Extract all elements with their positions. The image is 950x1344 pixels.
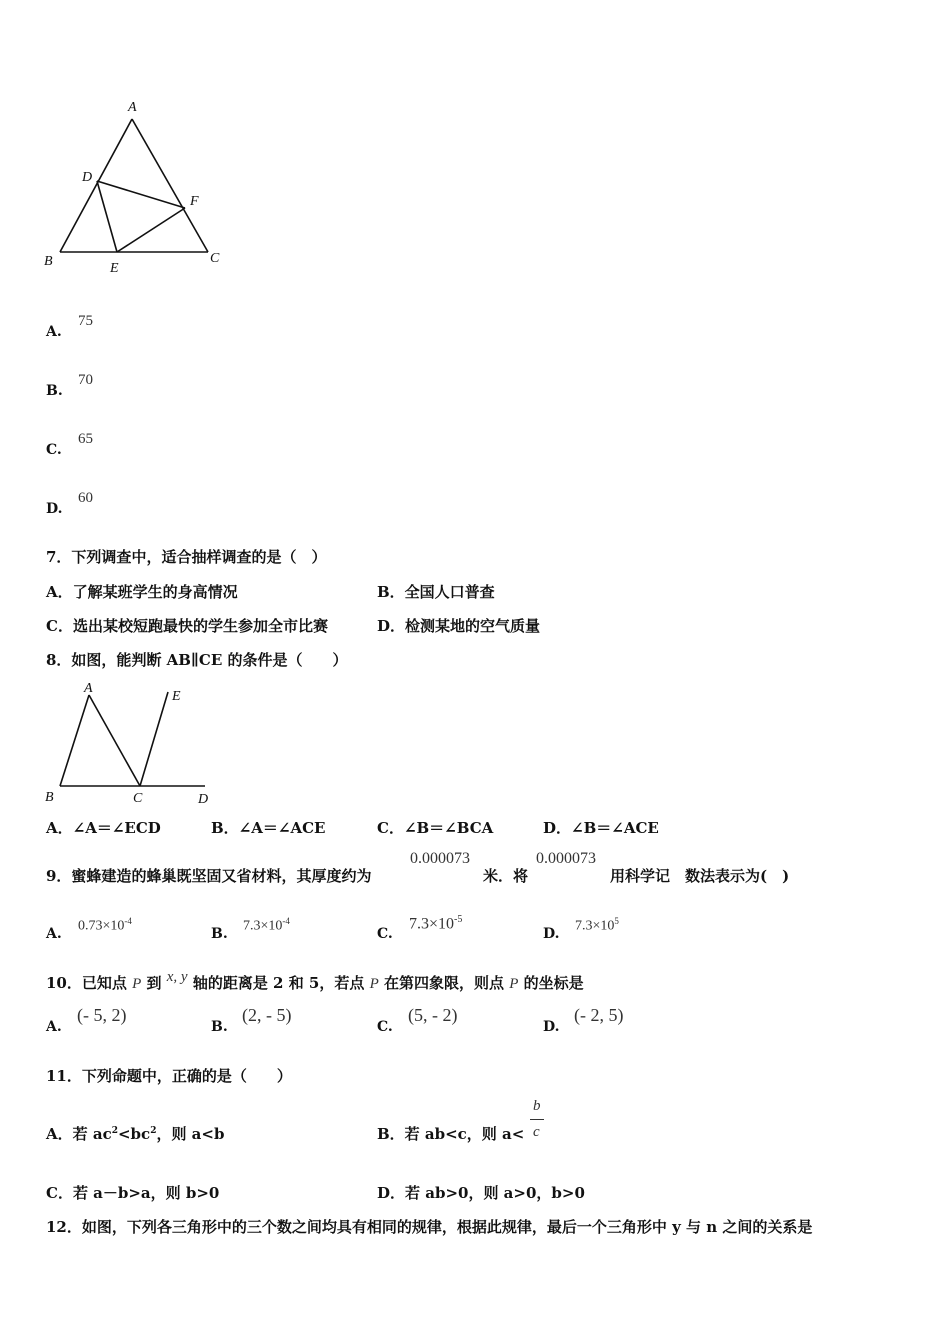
label-d: D xyxy=(198,792,209,807)
axes-var: x, y xyxy=(166,969,188,985)
option-text: A．若 ac xyxy=(46,1125,112,1143)
q9-number-1: 0.000073 xyxy=(410,850,470,867)
segment-ac xyxy=(132,119,208,252)
option-letter: D. xyxy=(543,1019,560,1035)
option-letter: A. xyxy=(46,1019,62,1035)
mantissa: 7.3×10 xyxy=(575,918,615,934)
option-text: <bc xyxy=(117,1125,151,1143)
option-value: (- 5, 2) xyxy=(77,1005,127,1025)
exponent: -5 xyxy=(454,914,463,925)
option-value xyxy=(575,916,619,935)
option-value: (- 2, 5) xyxy=(574,1005,624,1025)
q11-option-a[interactable] xyxy=(46,1123,224,1144)
option-value: (2, - 5) xyxy=(242,1005,292,1025)
segment-ce xyxy=(140,692,168,786)
q9-stem-part2: 米．将 xyxy=(483,867,529,885)
q10-stem-text-5: 的坐标是 xyxy=(523,974,584,992)
label-b: B xyxy=(45,790,54,805)
option-letter: C. xyxy=(377,1019,393,1035)
q9-number-2: 0.000073 xyxy=(536,850,596,867)
mantissa: 7.3×10 xyxy=(409,915,455,933)
point-p-var: P xyxy=(132,976,142,992)
option-value xyxy=(78,916,132,935)
segment-df xyxy=(97,181,185,208)
q7-stem: 7．下列调查中，适合抽样调查的是（ ） xyxy=(46,548,327,566)
label-a: A xyxy=(128,100,137,115)
q10-stem-text-2: 到 xyxy=(146,974,162,992)
exponent: -4 xyxy=(124,916,132,926)
q8-option-a[interactable]: A．∠A＝∠ECD xyxy=(46,819,161,837)
option-value: 60 xyxy=(78,490,93,506)
q9-stem-part3: 用科学记 数法表示为( ) xyxy=(610,867,790,885)
squared-exponent: 2 xyxy=(150,1126,157,1136)
option-letter: A. xyxy=(46,926,62,942)
q10-stem-text-3: 轴的距离是 2 和 5，若点 xyxy=(192,974,365,992)
q7-option-c[interactable]: C．选出某校短跑最快的学生参加全市比赛 xyxy=(46,617,328,635)
q12-stem: 12．如图，下列各三角形中的三个数之间均具有相同的规律，根据此规律，最后一个三角形中 y 与 n 之间的关系是 xyxy=(46,1218,813,1236)
q11-option-c[interactable]: C．若 a－b>a，则 b>0 xyxy=(46,1184,220,1202)
exponent: -4 xyxy=(282,916,290,926)
q8-stem: 8．如图，能判断 AB∥CE 的条件是（ ） xyxy=(46,651,348,669)
segment-ab xyxy=(60,695,89,786)
q8-option-c[interactable]: C．∠B＝∠BCA xyxy=(377,819,494,837)
label-e: E xyxy=(172,689,181,704)
q10-stem-text-4: 在第四象限，则点 xyxy=(384,974,505,992)
option-value xyxy=(243,916,290,935)
q8-option-d[interactable]: D．∠B＝∠ACE xyxy=(543,819,659,837)
label-e: E xyxy=(110,261,119,276)
option-value xyxy=(409,914,462,933)
option-letter: B. xyxy=(211,1019,228,1035)
option-letter: B. xyxy=(211,926,228,942)
option-value: 65 xyxy=(78,431,93,447)
point-p-var: P xyxy=(369,976,379,992)
q10-stem-text-1: 10．已知点 xyxy=(46,974,127,992)
label-b: B xyxy=(44,254,53,269)
segment-ac xyxy=(89,695,140,786)
option-value: (5, - 2) xyxy=(408,1005,458,1025)
q11-option-d[interactable]: D．若 ab>0，则 a>0，b>0 xyxy=(377,1184,585,1202)
option-text: B．若 ab<c，则 a< xyxy=(377,1125,525,1143)
mantissa: 7.3×10 xyxy=(243,918,283,934)
label-c: C xyxy=(210,251,220,266)
parallel-lines-figure xyxy=(40,675,220,810)
option-letter: A. xyxy=(46,324,62,340)
q7-option-b[interactable]: B．全国人口普查 xyxy=(377,583,495,601)
exponent: 5 xyxy=(614,916,619,926)
option-letter: C. xyxy=(46,442,62,458)
segment-ab xyxy=(60,119,132,252)
mantissa: 0.73×10 xyxy=(78,918,125,934)
fraction-denominator: c xyxy=(533,1124,540,1140)
fraction-bar xyxy=(530,1119,544,1120)
option-letter: B. xyxy=(46,383,63,399)
option-letter: D. xyxy=(46,501,63,517)
option-value: 70 xyxy=(78,372,93,388)
point-p-var: P xyxy=(509,976,519,992)
triangle-figure-1 xyxy=(40,95,230,280)
fraction-numerator: b xyxy=(533,1098,541,1114)
squared-exponent: 2 xyxy=(111,1126,118,1136)
label-f: F xyxy=(190,194,199,209)
option-letter: C. xyxy=(377,926,393,942)
segment-de xyxy=(97,181,117,252)
option-text: ，则 a<b xyxy=(156,1125,225,1143)
label-d: D xyxy=(82,170,93,185)
q10-stem xyxy=(46,969,584,993)
option-value: 75 xyxy=(78,313,93,329)
segment-ef xyxy=(117,208,185,252)
q8-option-b[interactable]: B．∠A＝∠ACE xyxy=(211,819,326,837)
label-a: A xyxy=(84,681,93,696)
label-c: C xyxy=(133,791,143,806)
q7-option-a[interactable]: A．了解某班学生的身高情况 xyxy=(46,583,238,601)
q7-option-d[interactable]: D．检测某地的空气质量 xyxy=(377,617,541,635)
q9-stem-part1: 9．蜜蜂建造的蜂巢既坚固又省材料，其厚度约为 xyxy=(46,867,372,885)
option-letter: D. xyxy=(543,926,560,942)
q11-stem: 11．下列命题中，正确的是（ ） xyxy=(46,1067,292,1085)
